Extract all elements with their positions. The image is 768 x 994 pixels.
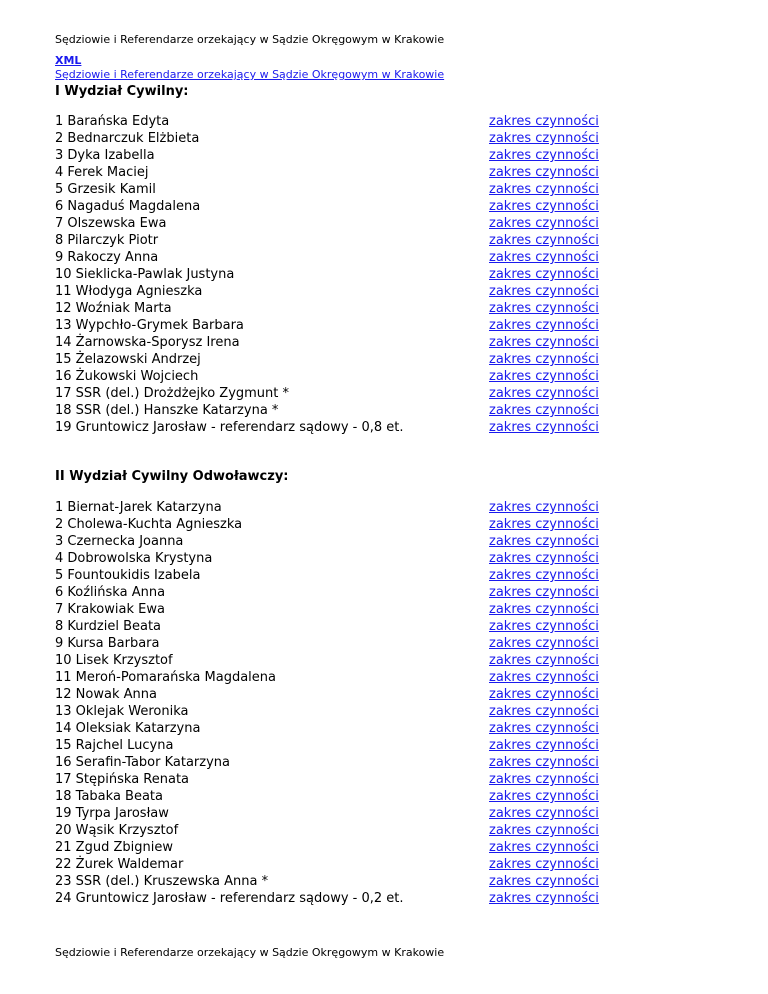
zakres-czynnosci-link[interactable]: zakres czynności [489,534,599,549]
list-item [55,652,615,669]
judge-name: 18 SSR (del.) Hanszke Katarzyna * [55,403,279,418]
judge-name: 6 Nagaduś Magdalena [55,199,201,214]
zakres-czynnosci-link[interactable]: zakres czynności [489,517,599,532]
zakres-czynnosci-link[interactable]: zakres czynności [489,403,599,418]
judge-list-i-wydzial [55,113,615,436]
list-item [55,737,615,754]
judge-name: 11 Meroń-Pomarańska Magdalena [55,670,276,685]
judge-name: 7 Krakowiak Ewa [55,602,165,617]
list-item [55,601,615,618]
judge-name: 13 Wypchło-Grymek Barbara [55,318,244,333]
list-item [55,368,615,385]
judge-name: 3 Czernecka Joanna [55,534,184,549]
list-item [55,164,615,181]
xml-link[interactable]: XML [55,54,82,67]
list-item [55,385,615,402]
list-item [55,351,615,368]
judge-name: 9 Rakoczy Anna [55,250,159,265]
list-item [55,873,615,890]
list-item [55,703,615,720]
judge-name: 12 Woźniak Marta [55,301,172,316]
judge-name: 14 Żarnowska-Sporysz Irena [55,335,240,350]
judge-name: 10 Lisek Krzysztof [55,653,173,668]
zakres-czynnosci-link[interactable]: zakres czynności [489,369,599,384]
judge-name: 22 Żurek Waldemar [55,857,184,872]
list-item [55,567,615,584]
list-item [55,771,615,788]
judge-name: 19 Tyrpa Jarosław [55,806,169,821]
zakres-czynnosci-link[interactable]: zakres czynności [489,165,599,180]
zakres-czynnosci-link[interactable]: zakres czynności [489,602,599,617]
list-item [55,584,615,601]
list-item [55,754,615,771]
list-item [55,232,615,249]
judge-name: 2 Cholewa-Kuchta Agnieszka [55,517,243,532]
list-item [55,822,615,839]
zakres-czynnosci-link[interactable]: zakres czynności [489,250,599,265]
judge-name: 4 Ferek Maciej [55,165,149,180]
list-item [55,419,615,436]
zakres-czynnosci-link[interactable]: zakres czynności [489,789,599,804]
judge-name: 5 Grzesik Kamil [55,182,156,197]
zakres-czynnosci-link[interactable]: zakres czynności [489,131,599,146]
judge-name: 16 Żukowski Wojciech [55,369,199,384]
list-item [55,198,615,215]
page-footer: Sędziowie i Referendarze orzekający w Sądzie Okręgowym w Krakowie [55,946,445,959]
header-link[interactable]: Sędziowie i Referendarze orzekający w Sądzie Okręgowym w Krakowie [55,68,445,81]
zakres-czynnosci-link[interactable]: zakres czynności [489,585,599,600]
zakres-czynnosci-link[interactable]: zakres czynności [489,636,599,651]
zakres-czynnosci-link[interactable]: zakres czynności [489,891,599,906]
list-item [55,402,615,419]
judge-name: 15 Żelazowski Andrzej [55,352,201,367]
judge-name: 19 Gruntowicz Jarosław - referendarz sądowy - 0,8 et. [55,420,404,435]
list-item [55,686,615,703]
zakres-czynnosci-link[interactable]: zakres czynności [489,148,599,163]
list-item [55,266,615,283]
judge-name: 13 Oklejak Weronika [55,704,189,719]
zakres-czynnosci-link[interactable]: zakres czynności [489,352,599,367]
judge-name: 6 Koźlińska Anna [55,585,166,600]
list-item [55,181,615,198]
zakres-czynnosci-link[interactable]: zakres czynności [489,114,599,129]
zakres-czynnosci-link[interactable]: zakres czynności [489,386,599,401]
zakres-czynnosci-link[interactable]: zakres czynności [489,772,599,787]
zakres-czynnosci-link[interactable]: zakres czynności [489,619,599,634]
list-item [55,113,615,130]
judge-name: 5 Fountoukidis Izabela [55,568,201,583]
list-item [55,788,615,805]
list-item [55,635,615,652]
judge-name: 21 Zgud Zbigniew [55,840,173,855]
zakres-czynnosci-link[interactable]: zakres czynności [489,857,599,872]
list-item [55,130,615,147]
list-item [55,533,615,550]
zakres-czynnosci-link[interactable]: zakres czynności [489,823,599,838]
list-item [55,839,615,856]
list-item [55,856,615,873]
zakres-czynnosci-link[interactable]: zakres czynności [489,420,599,435]
judge-name: 4 Dobrowolska Krystyna [55,551,213,566]
judge-name: 17 Stępińska Renata [55,772,190,787]
zakres-czynnosci-link[interactable]: zakres czynności [489,840,599,855]
zakres-czynnosci-link[interactable]: zakres czynności [489,335,599,350]
zakres-czynnosci-link[interactable]: zakres czynności [489,721,599,736]
judge-list-ii-wydzial [55,499,615,907]
zakres-czynnosci-link[interactable]: zakres czynności [489,199,599,214]
judge-name: 8 Kurdziel Beata [55,619,162,634]
zakres-czynnosci-link[interactable]: zakres czynności [489,500,599,515]
judge-name: 9 Kursa Barbara [55,636,160,651]
judge-name: 17 SSR (del.) Drożdżejko Zygmunt * [55,386,290,401]
judge-name: 10 Sieklicka-Pawlak Justyna [55,267,235,282]
zakres-czynnosci-link[interactable]: zakres czynności [489,755,599,770]
judge-name: 7 Olszewska Ewa [55,216,167,231]
list-item [55,618,615,635]
page-header: Sędziowie i Referendarze orzekający w Sądzie Okręgowym w Krakowie [55,33,445,46]
zakres-czynnosci-link[interactable]: zakres czynności [489,806,599,821]
judge-name: 14 Oleksiak Katarzyna [55,721,201,736]
judge-name: 18 Tabaka Beata [55,789,163,804]
zakres-czynnosci-link[interactable]: zakres czynności [489,704,599,719]
judge-name: 20 Wąsik Krzysztof [55,823,179,838]
zakres-czynnosci-link[interactable]: zakres czynności [489,182,599,197]
zakres-czynnosci-link[interactable]: zakres czynności [489,687,599,702]
judge-name: 8 Pilarczyk Piotr [55,233,159,248]
judge-name: 1 Biernat-Jarek Katarzyna [55,500,222,515]
zakres-czynnosci-link[interactable]: zakres czynności [489,318,599,333]
zakres-czynnosci-link[interactable]: zakres czynności [489,267,599,282]
list-item [55,499,615,516]
list-item [55,805,615,822]
list-item [55,334,615,351]
section-title-i-wydzial: I Wydział Cywilny: [55,84,189,99]
zakres-czynnosci-link[interactable]: zakres czynności [489,216,599,231]
judge-name: 16 Serafin-Tabor Katarzyna [55,755,230,770]
list-item [55,300,615,317]
list-item [55,215,615,232]
judge-name: 15 Rajchel Lucyna [55,738,174,753]
judge-name: 11 Włodyga Agnieszka [55,284,203,299]
list-item [55,147,615,164]
zakres-czynnosci-link[interactable]: zakres czynności [489,551,599,566]
judge-name: 1 Barańska Edyta [55,114,170,129]
zakres-czynnosci-link[interactable]: zakres czynności [489,568,599,583]
judge-name: 12 Nowak Anna [55,687,157,702]
judge-name: 24 Gruntowicz Jarosław - referendarz sądowy - 0,2 et. [55,891,404,906]
zakres-czynnosci-link[interactable]: zakres czynności [489,653,599,668]
zakres-czynnosci-link[interactable]: zakres czynności [489,301,599,316]
list-item [55,720,615,737]
list-item [55,317,615,334]
list-item [55,283,615,300]
judge-name: 2 Bednarczuk Elżbieta [55,131,200,146]
zakres-czynnosci-link[interactable]: zakres czynności [489,670,599,685]
section-title-ii-wydzial: II Wydział Cywilny Odwoławczy: [55,469,289,484]
list-item [55,550,615,567]
list-item [55,249,615,266]
list-item [55,669,615,686]
judge-name: 23 SSR (del.) Kruszewska Anna * [55,874,269,889]
list-item [55,516,615,533]
list-item [55,890,615,907]
judge-name: 3 Dyka Izabella [55,148,155,163]
zakres-czynnosci-link[interactable]: zakres czynności [489,233,599,248]
zakres-czynnosci-link[interactable]: zakres czynności [489,284,599,299]
zakres-czynnosci-link[interactable]: zakres czynności [489,874,599,889]
zakres-czynnosci-link[interactable]: zakres czynności [489,738,599,753]
